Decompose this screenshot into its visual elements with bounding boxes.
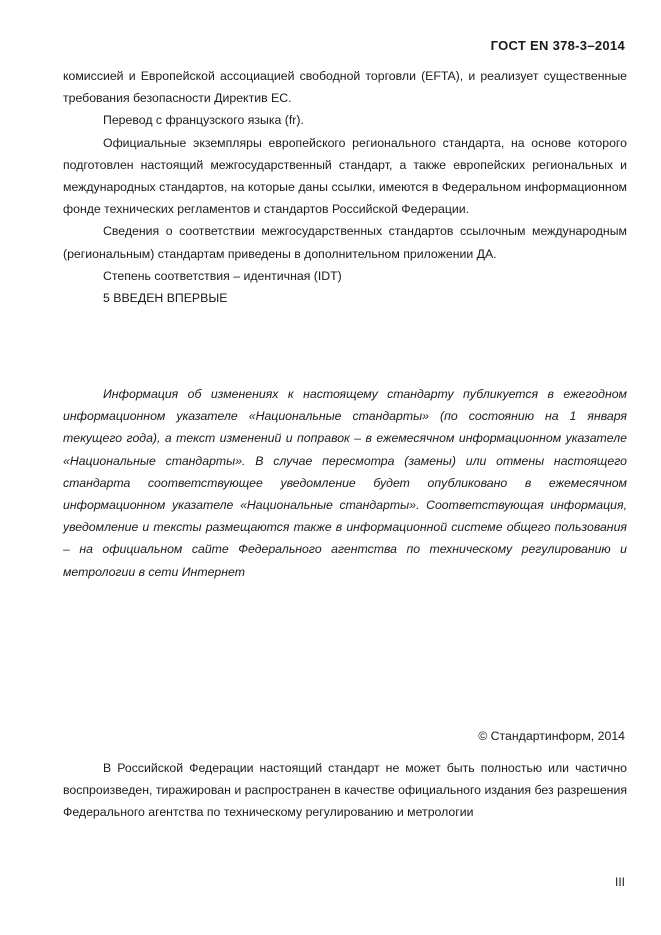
paragraph-changes-notice: Информация об изменениях к настоящему стандарту публикуется в ежегодном информационном указателе «Национальные стандарты» (по состоянию на 1 января текущего года), а текст изменений и поправок – в ежемесячном информационном указателе «Национальные стандарты». В случае пересмотра (замены) или отмены настоящего стандарта соответствующее уведомление будет опубликовано в ежемесячном информационном указателе «Национальные стандарты». Соответствующая информация, уведомление и тексты размещаются также в информационной системе общего пользования – на официальном сайте Федерального агентства по техническому регулированию и метрологии в сети Интернет — [63, 387, 627, 579]
copyright-line: © Стандартинформ, 2014 — [478, 729, 625, 743]
paragraph-conformity-degree: Степень соответствия – идентичная (IDT) — [103, 268, 342, 283]
changes-notice-section — [63, 383, 627, 583]
standard-designation: ГОСТ EN 378-3–2014 — [490, 38, 625, 53]
page-number: III — [614, 875, 625, 889]
paragraph-directives: комиссией и Европейской ассоциацией свободной торговли (EFTA), и реализует существенные требования безопасности Директив ЕС. — [63, 69, 627, 106]
paragraph-compliance-info: Сведения о соответствии межгосударственных стандартов ссылочным международным (региональным) стандартам приведены в дополнительном приложении ДА. — [63, 224, 627, 261]
paragraph-translation: Перевод с французского языка (fr). — [103, 113, 304, 128]
restriction-section — [63, 757, 627, 824]
paragraph-reproduction-restriction: В Российской Федерации настоящий стандарт не может быть полностью или частично воспроизведен, тиражирован и распространен в качестве официального издания без разрешения Федерального агентства по техническому регулированию и метрологии — [63, 761, 627, 820]
paragraph-official-copies: Официальные экземпляры европейского регионального стандарта, на основе которого подготовлен настоящий межгосударственный стандарт, а также европейских региональных и международных стандартов, на которые даны ссылки, имеются в Федеральном информационном фонде технических регламентов и стандартов Российской Федерации. — [63, 135, 627, 217]
paragraph-introduced-first: 5 ВВЕДЕН ВПЕРВЫЕ — [103, 291, 228, 306]
intro-section — [63, 65, 627, 309]
